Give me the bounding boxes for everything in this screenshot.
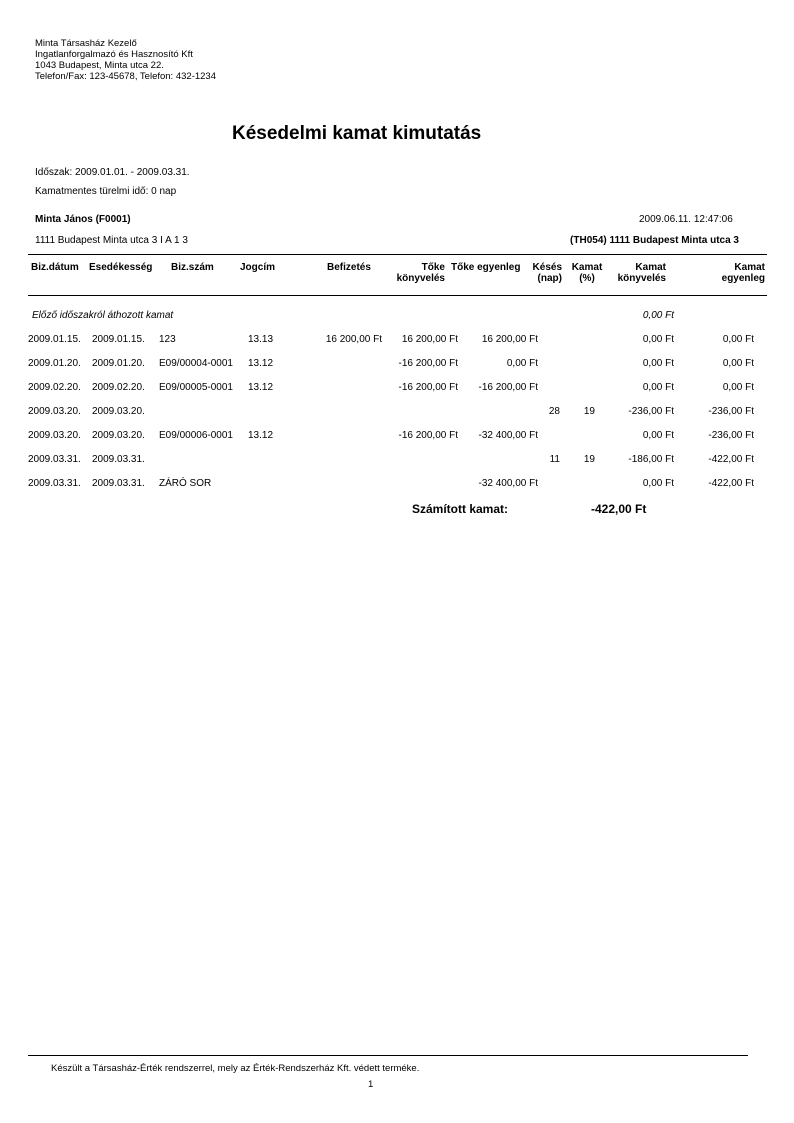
cell-biz-datum: 2009.02.20. — [28, 382, 81, 393]
col-kamat-konyveles — [610, 262, 666, 284]
cell-kamat-egyenleg: -422,00 Ft — [708, 454, 754, 465]
cell-kamat-konyveles: -186,00 Ft — [628, 454, 674, 465]
cell-biz-datum: 2009.03.20. — [28, 430, 81, 441]
cell-biz-datum: 2009.03.31. — [28, 454, 81, 465]
cell-kamat-egyenleg: -236,00 Ft — [708, 430, 754, 441]
cell-esedekesseg: 2009.02.20. — [92, 382, 145, 393]
cell-kamat-egyenleg: -422,00 Ft — [708, 478, 754, 489]
col-biz-datum: Biz.dátum — [31, 262, 79, 273]
cell-toke-egyenleg: 0,00 Ft — [506, 358, 538, 369]
col-kamat-egyenleg — [700, 262, 765, 284]
cell-biz-datum: 2009.03.31. — [28, 478, 81, 489]
company-phone: Telefon/Fax: 123-45678, Telefon: 432-1234 — [35, 71, 216, 82]
cell-biz-szam: E09/00005-0001 — [159, 382, 233, 393]
cell-jogcim: 13.13 — [248, 334, 274, 345]
cell-kamat-egyenleg: -236,00 Ft — [708, 406, 754, 417]
cell-keses: 28 — [548, 406, 560, 417]
col-kamat-egyenleg-line2: egyenleg — [721, 273, 765, 284]
cell-toke-konyveles: -16 200,00 Ft — [398, 358, 458, 369]
cell-toke-egyenleg: -16 200,00 Ft — [478, 382, 538, 393]
col-jogcim: Jogcím — [240, 262, 276, 273]
col-kamat-line2: (%) — [579, 273, 595, 284]
property-label: (TH054) 1111 Budapest Minta utca 3 — [570, 235, 739, 246]
owner-address: 1111 Budapest Minta utca 3 I A 1 3 — [35, 235, 188, 246]
total-label: Számított kamat: — [412, 502, 509, 516]
col-esedekesseg: Esedékesség — [89, 262, 153, 273]
print-datetime: 2009.06.11. 12:47:06 — [639, 214, 733, 225]
cell-toke-egyenleg: -32 400,00 Ft — [478, 430, 538, 441]
cell-kamat-konyveles: -236,00 Ft — [628, 406, 674, 417]
cell-biz-datum: 2009.01.20. — [28, 358, 81, 369]
company-address: 1043 Budapest, Minta utca 22. — [35, 60, 164, 71]
company-header — [35, 38, 216, 82]
cell-kamat-egyenleg: 0,00 Ft — [722, 334, 754, 345]
cell-biz-szam: ZÁRÓ SOR — [159, 478, 212, 489]
cell-kamat-konyveles: 0,00 Ft — [642, 382, 674, 393]
cell-esedekesseg: 2009.01.15. — [92, 334, 145, 345]
col-befizetes: Befizetés — [327, 262, 371, 273]
cell-befizetes: 16 200,00 Ft — [325, 334, 382, 345]
col-kamat-egyenleg-line1: Kamat — [734, 262, 765, 273]
cell-jogcim: 13.12 — [248, 382, 274, 393]
col-toke-konyveles-line1: Tőke — [421, 262, 445, 273]
page-number: 1 — [368, 1079, 374, 1090]
cell-kamat: 19 — [583, 406, 595, 417]
cell-kamat: 19 — [583, 454, 595, 465]
cell-jogcim: 13.12 — [248, 358, 274, 369]
col-kamat-konyveles-line2: könyvelés — [617, 273, 666, 284]
cell-kamat-konyveles: 0,00 Ft — [642, 430, 674, 441]
cell-esedekesseg: 2009.01.20. — [92, 358, 145, 369]
cell-keses: 11 — [549, 454, 560, 465]
cell-biz-szam: E09/00006-0001 — [159, 430, 233, 441]
cell-kamat-egyenleg: 0,00 Ft — [722, 358, 754, 369]
period-text: Időszak: 2009.01.01. - 2009.03.31. — [35, 167, 190, 178]
col-biz-szam: Biz.szám — [171, 262, 214, 273]
total-value: -422,00 Ft — [591, 502, 647, 516]
owner-name: Minta János (F0001) — [35, 214, 131, 225]
col-kamat-konyveles-line1: Kamat — [635, 262, 666, 273]
col-kamat-line1: Kamat — [571, 262, 603, 273]
footer-text: Készült a Társasház-Érték rendszerrel, mely az Érték-Rendszerház Kft. védett terméke. — [51, 1063, 420, 1074]
footer-rule — [28, 1055, 748, 1056]
cell-jogcim: 13.12 — [248, 430, 274, 441]
col-keses — [528, 262, 562, 284]
cell-toke-egyenleg: 16 200,00 Ft — [481, 334, 538, 345]
carried-label: Előző időszakról áthozott kamat — [32, 310, 174, 321]
carried-value: 0,00 Ft — [642, 310, 674, 321]
grace-text: Kamatmentes türelmi idő: 0 nap — [35, 186, 177, 197]
cell-biz-datum: 2009.01.15. — [28, 334, 81, 345]
cell-biz-szam: E09/00004-0001 — [159, 358, 233, 369]
company-subname: Ingatlanforgalmazó és Hasznosító Kft — [35, 49, 193, 60]
cell-esedekesseg: 2009.03.31. — [92, 478, 145, 489]
header-bottom-rule — [28, 295, 767, 296]
cell-toke-konyveles: -16 200,00 Ft — [398, 430, 458, 441]
cell-biz-szam: 123 — [159, 334, 176, 345]
col-keses-line1: Késés — [532, 262, 562, 273]
col-toke-konyveles — [390, 262, 445, 284]
cell-kamat-egyenleg: 0,00 Ft — [722, 382, 754, 393]
cell-esedekesseg: 2009.03.20. — [92, 406, 145, 417]
cell-kamat-konyveles: 0,00 Ft — [642, 478, 674, 489]
cell-biz-datum: 2009.03.20. — [28, 406, 81, 417]
cell-toke-egyenleg: -32 400,00 Ft — [478, 478, 538, 489]
cell-esedekesseg: 2009.03.31. — [92, 454, 145, 465]
col-keses-line2: (nap) — [537, 273, 562, 284]
col-toke-konyveles-line2: könyvelés — [396, 273, 445, 284]
cell-toke-konyveles: -16 200,00 Ft — [398, 382, 458, 393]
cell-kamat-konyveles: 0,00 Ft — [642, 358, 674, 369]
cell-esedekesseg: 2009.03.20. — [92, 430, 145, 441]
cell-toke-konyveles: 16 200,00 Ft — [401, 334, 458, 345]
cell-kamat-konyveles: 0,00 Ft — [642, 334, 674, 345]
col-toke-egyenleg: Tőke egyenleg — [451, 262, 521, 273]
report-title: Késedelmi kamat kimutatás — [232, 123, 482, 144]
col-kamat — [568, 262, 606, 284]
header-top-rule — [28, 254, 767, 255]
company-name: Minta Társasház Kezelő — [35, 38, 137, 49]
